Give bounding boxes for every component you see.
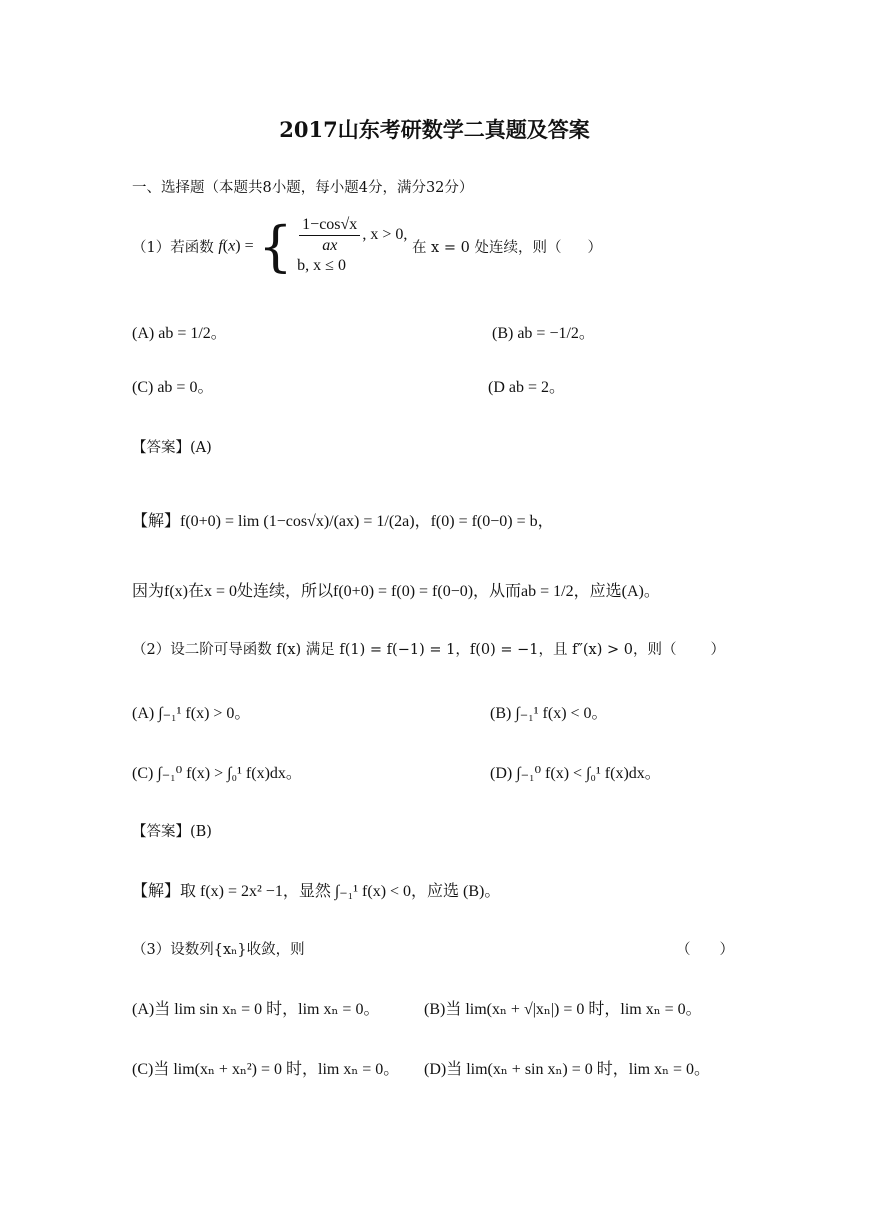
page-title: 2017山东考研数学二真题及答案 [279,117,590,142]
q2-option-d: (D) ∫₋₁⁰ f(x) < ∫₀¹ f(x)dx。 [490,765,661,782]
q1-option-b [492,320,595,343]
q1-prefix: （1）若函数 [132,240,214,256]
q1-frac-den: ax [322,237,338,254]
q3-option-b: (B)当 lim(xₙ + √|xₙ|) = 0 时，lim xₙ = 0。 [424,1001,702,1018]
q1-opt-a-text: (A) ab = 1/2。 [132,325,227,342]
section-heading: 一、选择题（本题共8小题，每小题4分，满分32分） [132,180,474,196]
q2-stem-text: （2）设二阶可导函数 f(x) 满足 f(1) = f(−1) = 1，f(0) = −1，且 f″(x) > 0，则（ [132,642,677,658]
q1-answer: 【答案】(A) [132,440,212,456]
q3-option-d: (D)当 lim(xₙ + sin xₙ) = 0 时，lim xₙ = 0。 [424,1061,711,1078]
q2-solution: 【解】取 f(x) = 2x² −1，显然 ∫₋₁¹ f(x) < 0，应选 (B)。 [132,883,501,900]
q1-paren: ） [587,240,602,256]
q3-option-a: (A)当 lim sin xₙ = 0 时，lim xₙ = 0。 [132,1001,380,1018]
q3-option-c: (C)当 lim(xₙ + xₙ²) = 0 时，lim xₙ = 0。 [132,1061,400,1078]
q1-cases [297,216,407,277]
q1-solution-1: 【解】f(0+0) = lim (1−cos√x)/(ax) = 1/(2a)，f(0) = f(0−0) = b， [132,513,554,530]
q2-paren: ） [710,642,725,658]
q1-stem: （1）若函数 f(x) = { $\frac{1-\cos√x}{ax}$ , x > 0, b, x ≤ 0 在 x = 0 处连续，则（ ） [132,214,602,278]
q1-option-a [132,320,227,343]
q3-paren: （ ） [676,942,734,958]
q2-option-c: (C) ∫₋₁⁰ f(x) > ∫₀¹ f(x)dx。 [132,765,302,782]
q2-stem [132,638,725,659]
q1-solution-2: 因为f(x)在x = 0处连续，所以f(0+0) = f(0) = f(0−0)，从而ab = 1/2，应选(A)。 [132,583,660,600]
q1-case1-tail: , x > 0, [362,226,408,244]
q3-stem: （3）设数列{xₙ}收敛，则 [132,942,305,958]
q2-option-b: (B) ∫₋₁¹ f(x) < 0。 [490,705,608,722]
q1-option-d: (D ab = 2。 [488,379,566,396]
q1-frac-num: 1−cos√x [299,216,360,236]
q1-opt-b-text: (B) ab = −1/2。 [492,325,595,342]
q2-option-a: (A) ∫₋₁¹ f(x) > 0。 [132,705,251,722]
q1-middle: 在 x = 0 处连续，则（ [411,240,562,256]
q2-answer: 【答案】(B) [132,824,212,840]
q1-case2: b, x ≤ 0 [297,257,346,274]
q1-option-c: (C) ab = 0。 [132,379,214,396]
